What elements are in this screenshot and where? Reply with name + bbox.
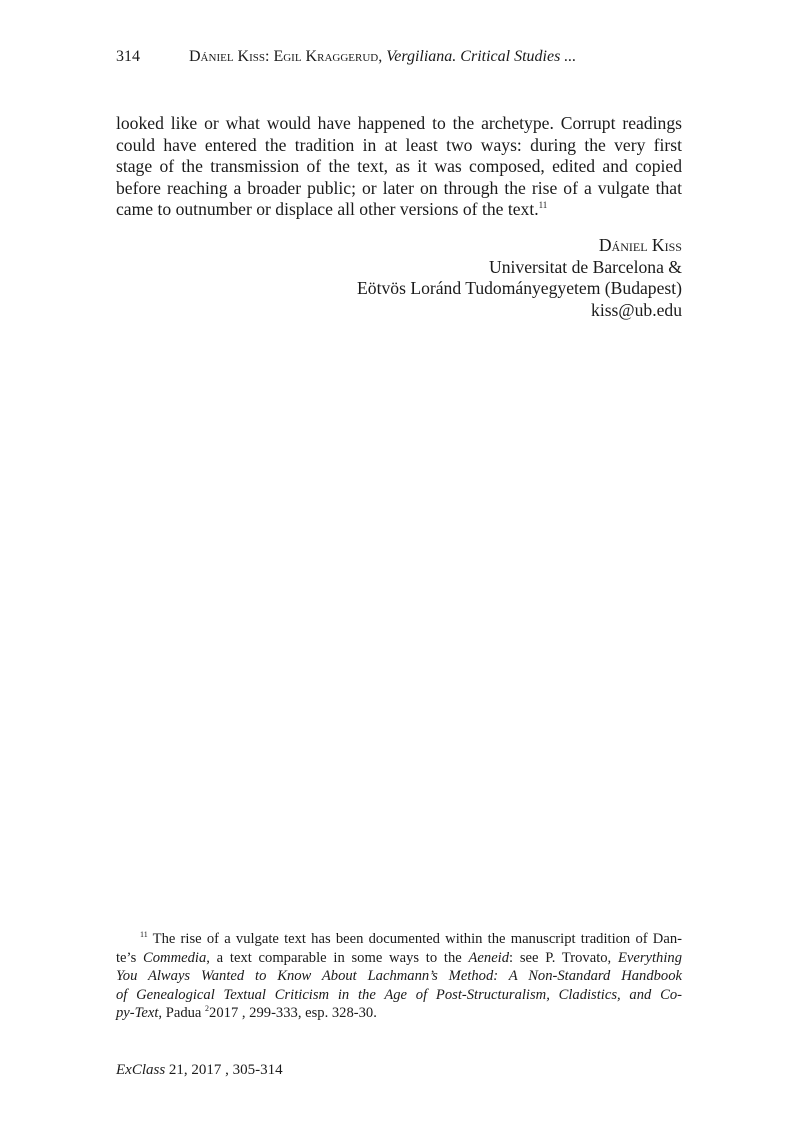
footnote-text: 2017 , 299-333, esp. 328-30. xyxy=(209,1005,377,1021)
running-head-comma: , xyxy=(378,48,387,65)
page-footer xyxy=(116,1061,283,1079)
footnote-text: : see P. Trovato, xyxy=(509,949,618,966)
footnote-line: of Genealogical Textual Criticism in the Age of Post-Structuralism, Cladistics, and Co- xyxy=(116,986,682,1003)
footnote xyxy=(116,930,682,1023)
footnote-text: , Padua xyxy=(158,1005,206,1021)
footnote-reference[interactable]: 11 xyxy=(538,200,548,210)
running-head-title: Vergiliana. Critical Studies ... xyxy=(386,48,577,65)
footnote-line xyxy=(116,930,682,949)
edition-superscript: 2 xyxy=(205,1004,210,1013)
running-head-reviewed-author: Egil Kraggerud xyxy=(273,48,379,65)
footnote-italic-title: Aeneid xyxy=(468,949,510,966)
footnote-text: te’s xyxy=(116,949,144,966)
signature-email[interactable]: kiss@ub.edu xyxy=(591,299,682,320)
footnote-number: 11 xyxy=(140,930,148,939)
running-head-author: Dániel Kiss xyxy=(189,48,265,65)
running-head xyxy=(116,47,696,67)
body-line: stage of the transmission of the text, as it was composed, edited and copied xyxy=(116,156,682,176)
footnote-text: , a text comparable in some ways to the xyxy=(206,949,469,966)
footer-citation: 21, 2017 , 305-314 xyxy=(165,1062,283,1078)
body-line-last xyxy=(116,199,682,221)
footer-journal: ExClass xyxy=(116,1062,166,1078)
body-line: could have entered the tradition in at least two ways: during the very first xyxy=(116,134,682,155)
footnote-line xyxy=(116,949,682,968)
signature-affiliation-1: Universitat de Barcelona & xyxy=(489,256,682,277)
footnote-italic-title: Commedia xyxy=(143,949,207,966)
page-number: 314 xyxy=(116,48,140,65)
author-signature xyxy=(357,235,682,321)
footnote-text: The rise of a vulgate text has been documented within the manuscript tradition of Dan- xyxy=(147,931,682,947)
running-head-separator: : xyxy=(265,48,274,65)
body-line: before reaching a broader public; or later on through the rise of a vulgate that xyxy=(116,177,682,198)
footnote-italic-title: py-Text xyxy=(116,1005,159,1021)
signature-affiliation-2: Eötvös Loránd Tudományegyetem (Budapest) xyxy=(357,278,682,298)
signature-name: Dániel Kiss xyxy=(598,235,682,255)
body-line-text: came to outnumber or displace all other versions of the text. xyxy=(116,199,539,219)
body-line: looked like or what would have happened to the archetype. Corrupt readings xyxy=(116,113,682,133)
body-paragraph xyxy=(116,113,682,221)
footnote-line: You Always Wanted to Know About Lachmann’s Method: A Non-Standard Handbook xyxy=(116,968,682,984)
footnote-line xyxy=(116,1004,682,1023)
footnote-italic-title: Everything xyxy=(617,949,682,966)
